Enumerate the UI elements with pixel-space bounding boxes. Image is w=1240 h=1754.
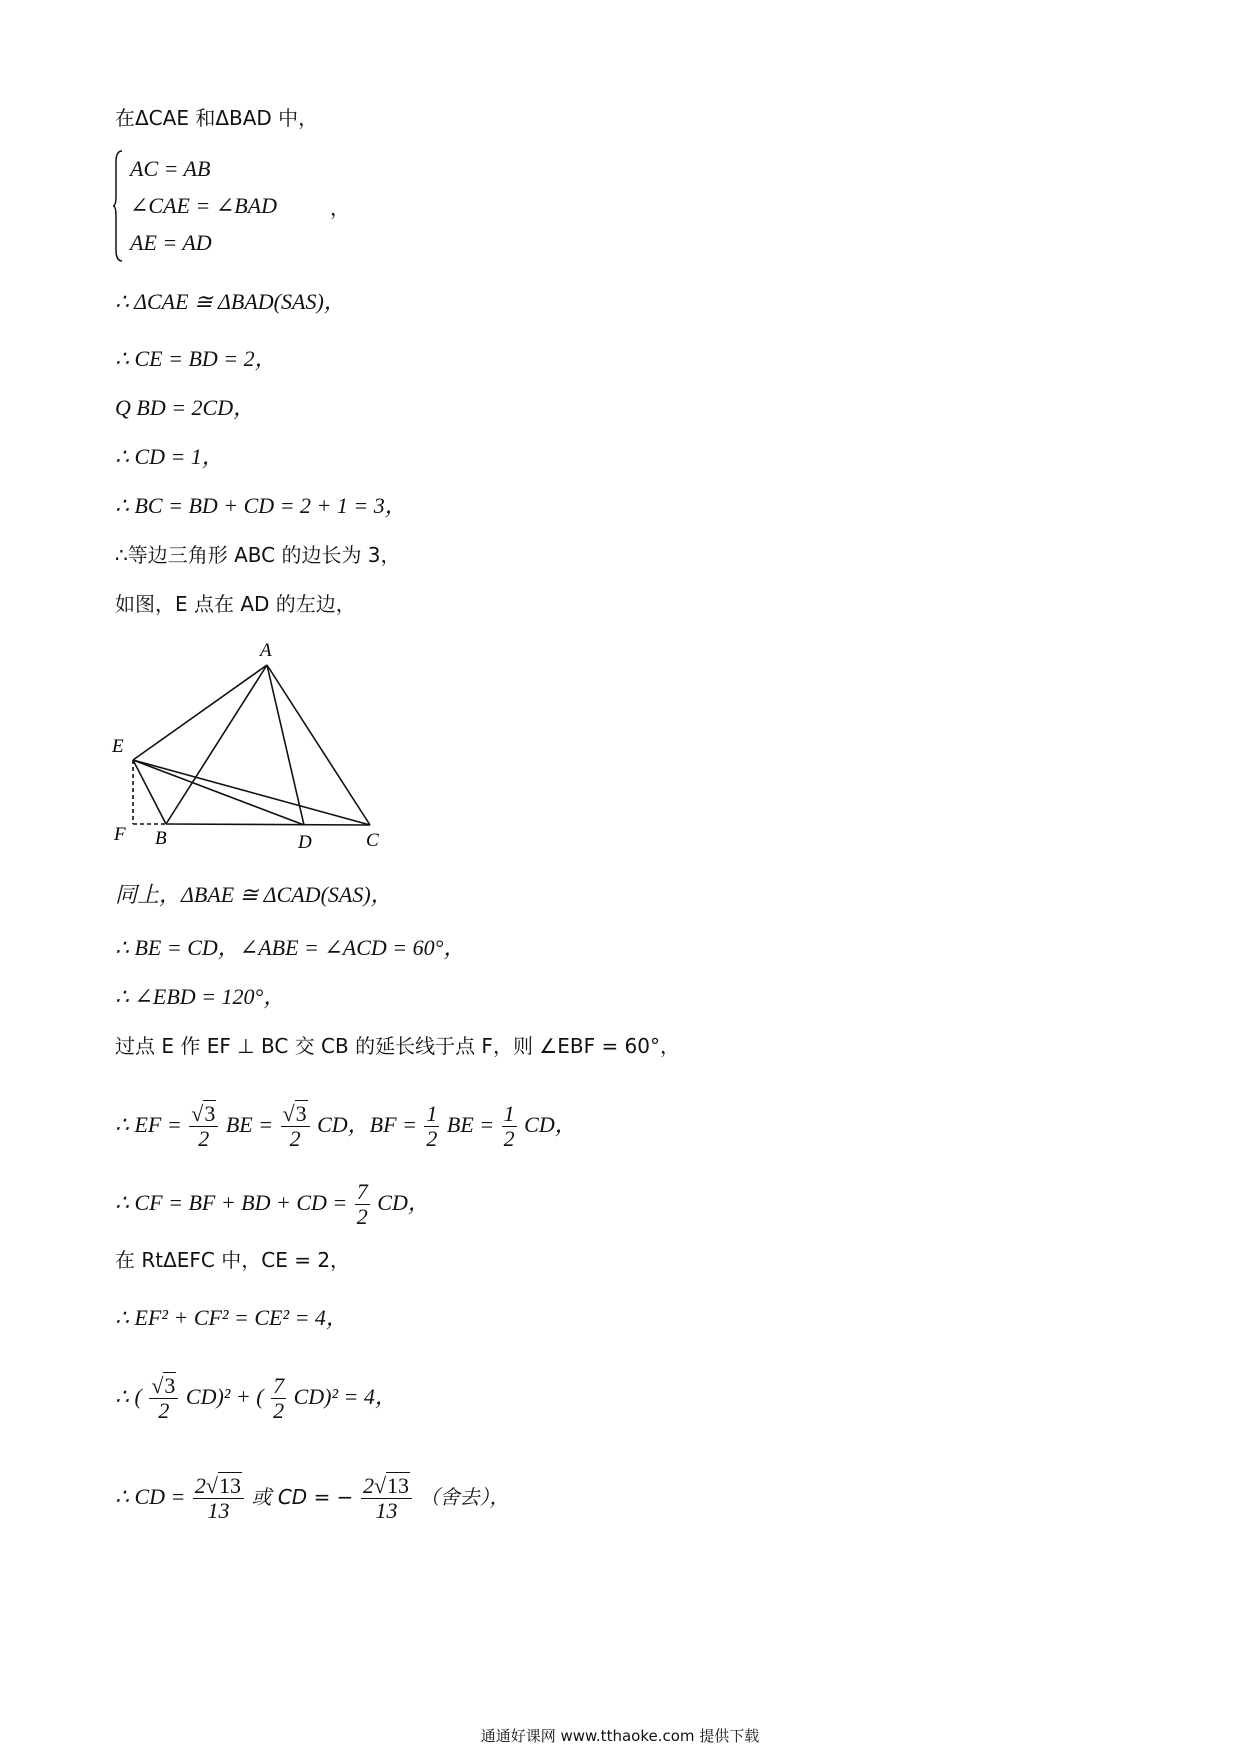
line-ce-bd: ∴ CE = BD = 2，	[115, 346, 277, 371]
fraction-1-over-2	[424, 1102, 439, 1151]
fraction-7-over-2	[355, 1180, 370, 1229]
text-rt-efc: 在 RtΔEFC 中，CE = 2，	[115, 1248, 351, 1272]
frac-num-3b: 3	[295, 1101, 307, 1127]
line-angle-ebd: ∴ ∠EBD = 120°，	[115, 984, 286, 1009]
frac-den-2d: 2	[503, 1126, 515, 1152]
fraction-2sqrt13-over-13: $\frac{2√13}{13}$	[193, 1474, 244, 1523]
line-same-congruent: 同上，ΔBAE ≅ ΔCAD(SAS)，	[115, 882, 393, 907]
eq-ac-ab: AC = AB	[130, 156, 211, 181]
frac-num-1b: 1	[503, 1101, 515, 1127]
frac-den-13b: 13	[375, 1498, 398, 1524]
text-cd-sq-eq4: CD)² = 4，	[293, 1384, 397, 1409]
page-footer: 通通好课网 www.tthaoke.com 提供下载	[480, 1727, 760, 1745]
line-as-figure: 如图，E 点在 AD 的左边，	[115, 592, 356, 616]
frac-coef-2b: 2	[362, 1473, 374, 1499]
triangle-figure	[110, 630, 400, 850]
frac-num-3: 3	[204, 1101, 216, 1127]
text-cf-eq: ∴ CF = BF + BD + CD =	[115, 1190, 348, 1215]
fraction-sqrt3-over-2: $\frac{√3}{2}$	[189, 1102, 218, 1151]
label-c: C	[366, 830, 379, 850]
line-squared-eq	[115, 1367, 397, 1427]
line-rt-efc	[115, 1245, 350, 1275]
frac-den-2: 2	[198, 1126, 210, 1152]
frac-den-2b: 2	[289, 1126, 301, 1152]
frac-den-13: 13	[207, 1498, 230, 1524]
text-cd-bf-eq: CD，BF =	[317, 1112, 417, 1137]
system-comma: ，	[330, 196, 350, 220]
fraction-1-over-2-b	[502, 1102, 517, 1151]
fraction-2sqrt13-over-13-b: $\frac{2√13}{13}$	[361, 1474, 412, 1523]
frac-den-2c: 2	[426, 1126, 438, 1152]
text-or-cd-neg: 或 CD = −	[251, 1485, 354, 1509]
fraction-7-over-2-b	[271, 1374, 286, 1423]
edge-ae	[133, 665, 267, 760]
label-e: E	[112, 736, 124, 757]
text-be-eq: BE =	[225, 1112, 274, 1137]
frac-coef-2: 2	[194, 1473, 206, 1499]
text-ef-eq: ∴ EF =	[115, 1112, 182, 1137]
line-be-cd-angles: ∴ BE = CD，∠ABE = ∠ACD = 60°，	[115, 935, 466, 960]
frac-rad-13: 13	[218, 1473, 241, 1499]
line-cd-solution	[115, 1465, 510, 1529]
edge-bc	[166, 824, 370, 825]
line-congruent-sas: ∴ ΔCAE ≅ ΔBAD(SAS)，	[115, 289, 346, 314]
text-cd-sq-plus: CD)² + (	[185, 1384, 264, 1409]
eq-ae-ad: AE = AD	[130, 230, 212, 255]
frac-den-2f: 2	[158, 1398, 170, 1424]
line-bd-2cd: Q BD = 2CD，	[115, 395, 256, 420]
label-b: B	[155, 828, 167, 849]
system-brace	[113, 150, 123, 262]
fraction-sqrt3-over-2-b: $\frac{√3}{2}$	[281, 1102, 310, 1151]
text-cd-eq: ∴ CD =	[115, 1484, 186, 1509]
edge-eb	[133, 760, 166, 824]
line-in-triangles	[115, 103, 318, 133]
frac-den-2g: 2	[273, 1398, 285, 1424]
edge-ab	[166, 665, 267, 824]
text-in-triangles: 在ΔCAE 和ΔBAD 中，	[115, 106, 319, 130]
line-side-length: ∴等边三角形 ABC 的边长为 3，	[115, 543, 401, 567]
text-cd-end-2: CD，	[377, 1190, 430, 1215]
text-be-eq-2: BE =	[446, 1112, 495, 1137]
frac-num-7b: 7	[273, 1373, 285, 1399]
line-ef-bf	[115, 1095, 577, 1155]
frac-rad-13b: 13	[387, 1473, 410, 1499]
label-d: D	[298, 832, 312, 850]
frac-num-1: 1	[426, 1101, 438, 1127]
line-bc-3: ∴ BC = BD + CD = 2 + 1 = 3，	[115, 493, 407, 518]
frac-num-3c: 3	[164, 1373, 176, 1399]
eq-angle-cae-bad: ∠CAE = ∠BAD	[130, 193, 278, 218]
frac-den-2e: 2	[356, 1204, 368, 1230]
text-cd-end: CD，	[524, 1112, 577, 1137]
frac-num-7: 7	[356, 1179, 368, 1205]
fraction-sqrt3-over-2-c: $\frac{√3}{2}$	[149, 1374, 178, 1423]
line-cf	[115, 1173, 430, 1233]
label-f: F	[114, 824, 126, 845]
edge-ed	[133, 760, 304, 825]
text-paren-open: ∴ (	[115, 1384, 142, 1409]
line-pythagoras: ∴ EF² + CF² = CE² = 4，	[115, 1305, 348, 1330]
text-discard: （舍去），	[419, 1485, 510, 1509]
label-a: A	[260, 640, 272, 661]
line-cd-1: ∴ CD = 1，	[115, 444, 224, 469]
line-construct-ef: 过点 E 作 EF ⊥ BC 交 CB 的延长线于点 F，则 ∠EBF = 60°，	[115, 1034, 681, 1058]
